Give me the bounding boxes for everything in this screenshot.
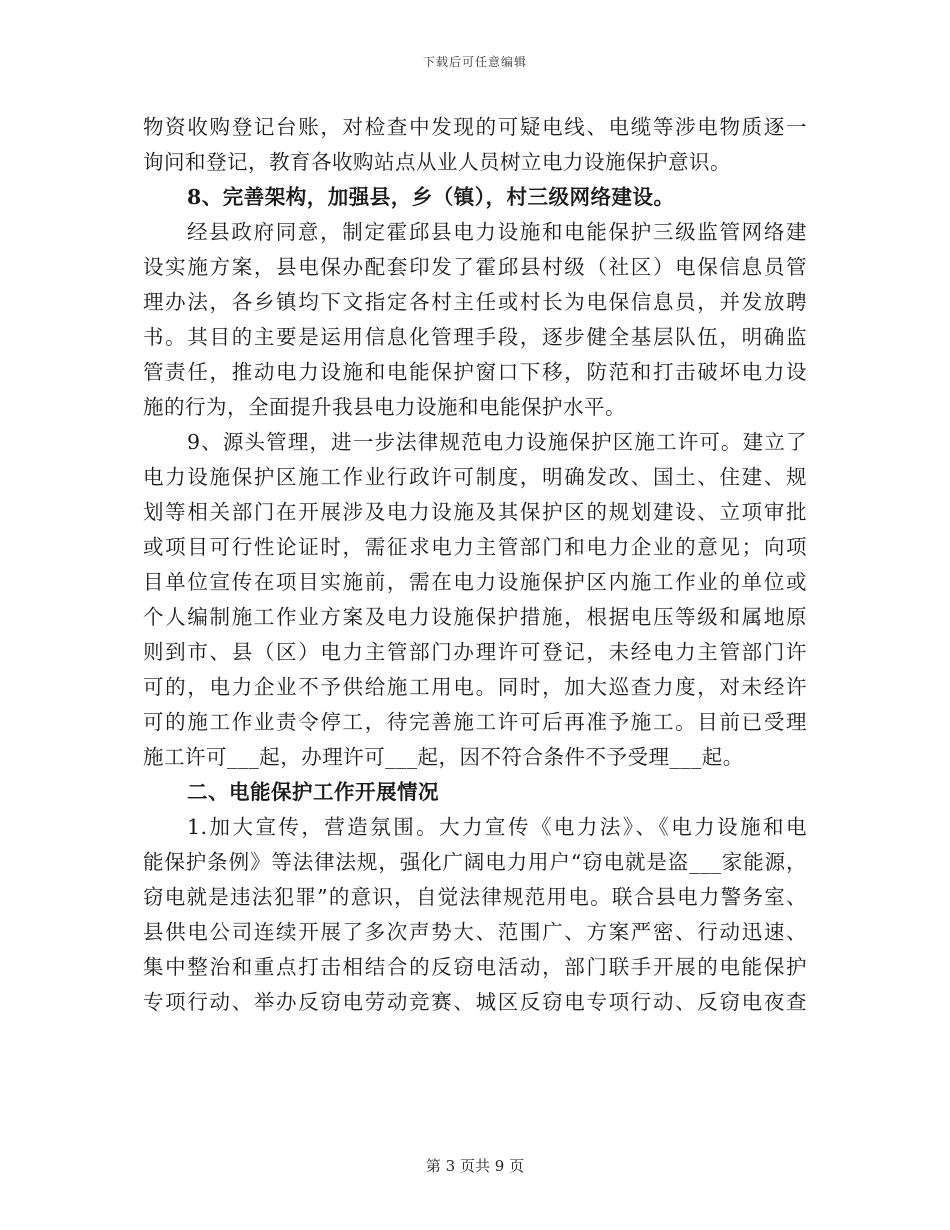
text-line: 则到市、县（区）电力主管部门办理许可登记，未经电力主管部门许 <box>143 640 807 664</box>
text-line: 个人编制施工作业方案及电力设施保护措施，根据电压等级和属地原 <box>143 605 807 629</box>
text-line: 施的行为，全面提升我县电力设施和电能保护水平。 <box>143 395 626 419</box>
text-line: 专项行动、举办反窃电劳动竞赛、城区反窃电专项行动、反窃电夜查 <box>143 990 807 1014</box>
section-heading: 二、电能保护工作开展情况 <box>187 780 439 804</box>
text-line: 划等相关部门在开展涉及电力设施及其保护区的规划建设、立项审批 <box>143 500 807 524</box>
text-line: 电力设施保护区施工作业行政许可制度，明确发改、国土、住建、规 <box>143 465 807 489</box>
text-line: 目单位宣传在项目实施前，需在电力设施保护区内施工作业的单位或 <box>143 570 807 594</box>
text-line: 1.加大宣传，营造氛围。大力宣传《电力法》、《电力设施和电 <box>187 815 807 839</box>
page-number: 第 3 页共 9 页 <box>425 1157 525 1175</box>
text-line: 能保护条例》等法律法规，强化广阔电力用户“窃电就是盗___家能源， <box>143 850 807 874</box>
text-line: 9、源头管理，进一步法律规范电力设施保护区施工许可。建立了 <box>187 430 807 454</box>
text-line: 施工许可___起，办理许可___起，因不符合条件不予受理___起。 <box>143 745 744 769</box>
text-line: 或项目可行性论证时，需征求电力主管部门和电力企业的意见；向项 <box>143 535 807 559</box>
text-line: 书。其目的主要是运用信息化管理手段，逐步健全基层队伍，明确监 <box>143 325 807 349</box>
text-line: 理办法，各乡镇均下文指定各村主任或村长为电保信息员，并发放聘 <box>143 290 807 314</box>
text-line: 物资收购登记台账，对检查中发现的可疑电线、电缆等涉电物质逐一 <box>143 115 807 139</box>
text-line: 设实施方案，县电保办配套印发了霍邱县村级（社区）电保信息员管 <box>143 255 807 279</box>
text-line: 经县政府同意，制定霍邱县电力设施和电能保护三级监管网络建 <box>187 220 807 244</box>
text-line: 集中整治和重点打击相结合的反窃电活动，部门联手开展的电能保护 <box>143 955 807 979</box>
section-heading: 8、完善架构，加强县，乡（镇），村三级网络建设。 <box>187 185 675 209</box>
text-line: 管责任，推动电力设施和电能保护窗口下移，防范和打击破坏电力设 <box>143 360 807 384</box>
page-header: 下载后可任意编辑 <box>422 55 527 69</box>
document-body <box>143 110 807 1020</box>
text-line: 询问和登记，教育各收购站点从业人员树立电力设施保护意识。 <box>143 150 731 174</box>
text-line: 可的，电力企业不予供给施工用电。同时，加大巡查力度，对未经许 <box>143 675 807 699</box>
text-line: 窃电就是违法犯罪”的意识，自觉法律规范用电。联合县电力警务室、 <box>143 885 807 909</box>
text-line: 可的施工作业责令停工，待完善施工许可后再准予施工。目前已受理 <box>143 710 807 734</box>
text-line: 县供电公司连续开展了多次声势大、范围广、方案严密、行动迅速、 <box>143 920 807 944</box>
